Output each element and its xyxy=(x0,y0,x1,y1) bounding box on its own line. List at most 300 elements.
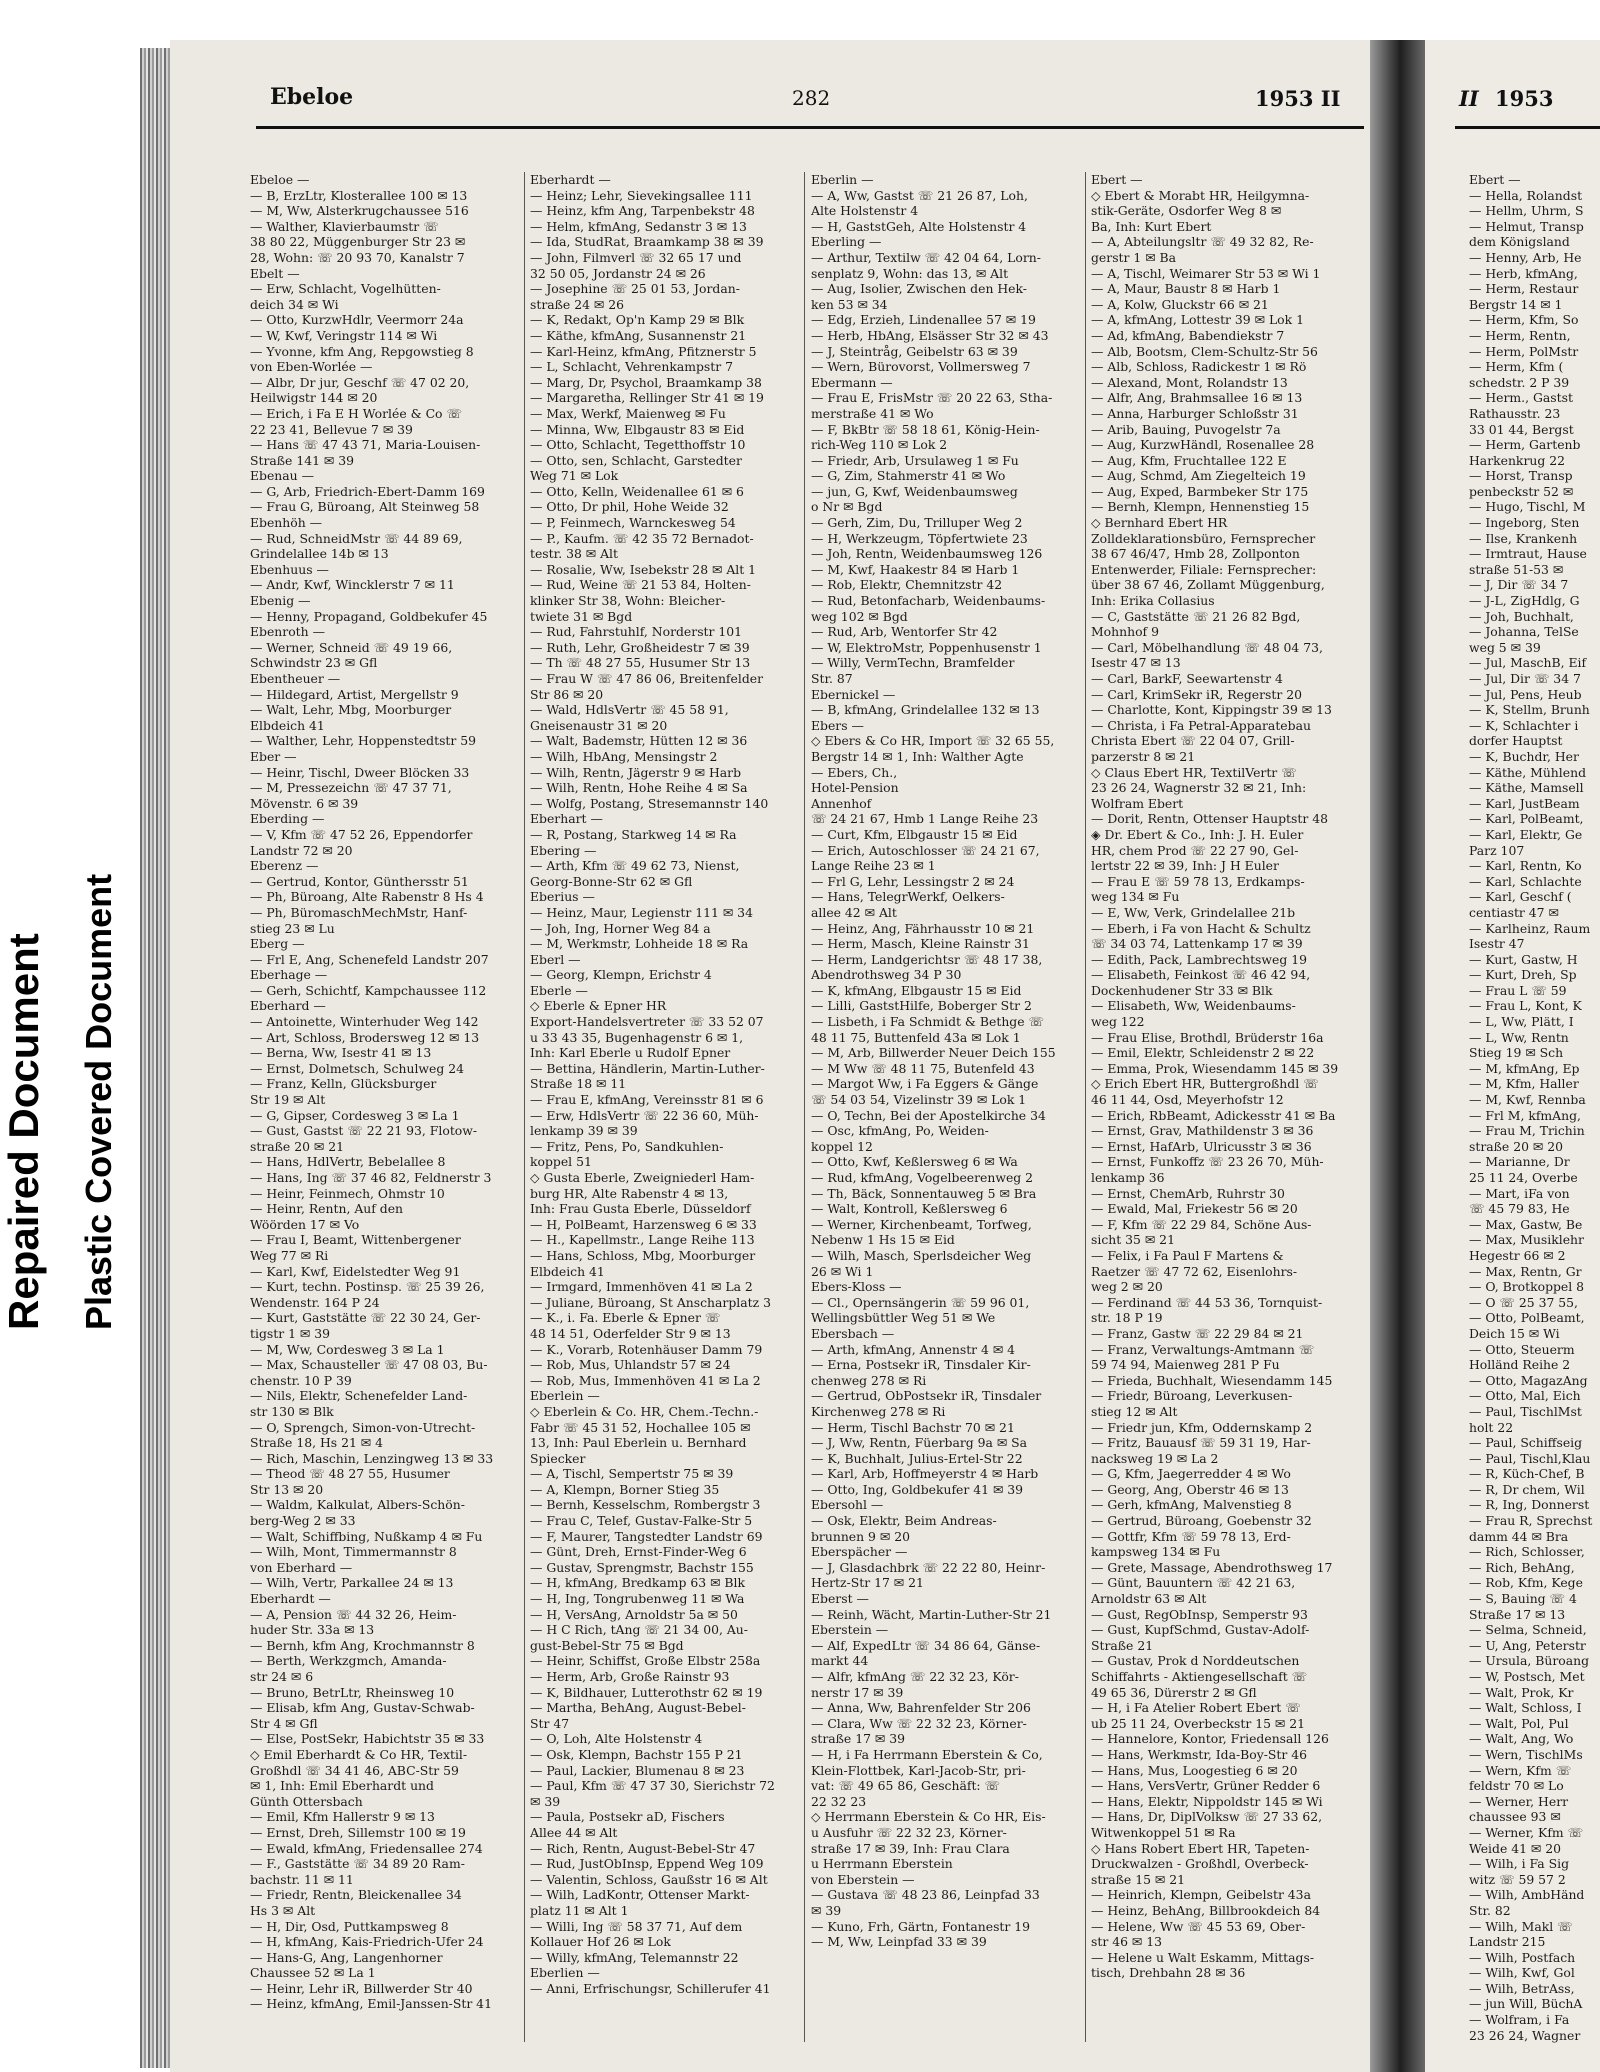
directory-entry: — Rosalie, Ww, Isebekstr 28 ✉ Alt 1 xyxy=(530,561,757,577)
directory-entry: schedstr. 2 P 39 xyxy=(1469,374,1570,390)
directory-entry: — Wilh, Postfach xyxy=(1469,1949,1576,1965)
directory-entry: Eberhard — xyxy=(250,998,326,1014)
directory-entry: — W, ElektroMstr, Poppenhusenstr 1 xyxy=(811,639,1042,655)
running-head-year-volume: 1953 II xyxy=(1255,86,1341,111)
directory-entry: Hegestr 66 ✉ 2 xyxy=(1469,1247,1566,1263)
directory-entry: — Walt, Schloss, I xyxy=(1469,1700,1582,1716)
directory-entry: — Heinz, kfm Ang, Tarpenbekstr 48 xyxy=(530,203,755,219)
directory-entry: — Herm, Kfm, So xyxy=(1469,312,1579,328)
directory-entry: — F., Gaststätte ☏ 34 89 20 Ram- xyxy=(250,1856,465,1872)
page-number: 282 xyxy=(792,86,831,110)
directory-entry: — C, Gaststätte ☏ 21 26 82 Bgd, xyxy=(1091,608,1301,624)
directory-entry: Stieg 19 ✉ Sch xyxy=(1469,1045,1564,1061)
directory-entry: — Margaretha, Rellinger Str 41 ✉ 19 xyxy=(530,390,764,406)
directory-entry: — Werner, Herr xyxy=(1469,1793,1569,1809)
directory-entry: — Gertrud, Kontor, Günthersstr 51 xyxy=(250,873,469,889)
directory-entry: — K, Redakt, Op'n Kamp 29 ✉ Blk xyxy=(530,312,745,328)
directory-entry: — Ernst, ChemArb, Ruhrstr 30 xyxy=(1091,1185,1285,1201)
directory-entry: — Ernst, Grav, Mathildenstr 3 ✉ 36 xyxy=(1091,1123,1314,1139)
book-page-edges xyxy=(140,48,174,2068)
directory-entry: — S, Bauing ☏ 4 xyxy=(1469,1591,1577,1607)
directory-entry: Wolfram Ebert xyxy=(1091,795,1184,811)
directory-entry: — J, Ww, Rentn, Füerbarg 9a ✉ Sa xyxy=(811,1435,1028,1451)
directory-entry: — Else, PostSekr, Habichtstr 35 ✉ 33 xyxy=(250,1731,485,1747)
directory-entry: 59 74 94, Maienweg 281 P Fu xyxy=(1091,1357,1280,1373)
directory-entry: — Otto, sen, Schlacht, Garstedter xyxy=(530,452,742,468)
directory-entry: Weide 41 ✉ 20 xyxy=(1469,1840,1562,1856)
directory-entry: 23 26 24, Wagner xyxy=(1469,2027,1581,2043)
directory-entry: — H, VersAng, Arnoldstr 5a ✉ 50 xyxy=(530,1606,738,1622)
directory-entry: burg HR, Alte Rabenstr 4 ✉ 13, xyxy=(530,1185,729,1201)
directory-entry: — Lilli, GaststHilfe, Boberger Str 2 xyxy=(811,998,1032,1014)
directory-entry: — Wilh, Rentn, Jägerstr 9 ✉ Harb xyxy=(530,764,742,780)
directory-entry: — O, Sprengch, Simon-von-Utrecht- xyxy=(250,1419,476,1435)
directory-entry: — H., Kapellmstr., Lange Reihe 113 xyxy=(530,1232,755,1248)
directory-entry: — Reinh, Wächt, Martin-Luther-Str 21 xyxy=(811,1606,1052,1622)
directory-entry: gust-Bebel-Str 75 ✉ Bgd xyxy=(530,1637,684,1653)
directory-entry: — Antoinette, Winterhuder Weg 142 xyxy=(250,1014,479,1030)
directory-entry: Rathausstr. 23 xyxy=(1469,405,1561,421)
directory-entry: — G, Kfm, Jaegerredder 4 ✉ Wo xyxy=(1091,1466,1291,1482)
directory-entry: — P, Feinmech, Warnckesweg 54 xyxy=(530,515,736,531)
directory-entry: — Kurt, Dreh, Sp xyxy=(1469,967,1577,983)
directory-entry: Ebers — xyxy=(811,717,864,733)
directory-entry: Eberenz — xyxy=(250,858,319,874)
directory-entry: — Gertrud, Büroang, Goebenstr 32 xyxy=(1091,1513,1312,1529)
directory-entry: — Rud, kfmAng, Vogelbeerenweg 2 xyxy=(811,1170,1034,1185)
directory-entry: — Paul, Schiffseig xyxy=(1469,1435,1583,1451)
directory-entry: Weg 77 ✉ Ri xyxy=(250,1247,329,1263)
directory-entry: Eberling — xyxy=(811,234,882,250)
directory-entry: — Carl, KrimSekr iR, Regerstr 20 xyxy=(1091,686,1303,702)
directory-entry: — Juliane, Büroang, St Anscharplatz 3 xyxy=(530,1294,771,1310)
directory-entry: — H, GaststGeh, Alte Holstenstr 4 xyxy=(811,218,1027,234)
directory-entry: — Bernh, kfm Ang, Krochmannstr 8 xyxy=(250,1637,475,1653)
directory-entry: penbeckstr 52 ✉ xyxy=(1469,483,1574,499)
directory-entry: — Frau Elise, Brothdl, Brüderstr 16a xyxy=(1091,1029,1324,1045)
directory-entry: weg 2 ✉ 20 xyxy=(1091,1279,1163,1295)
directory-entry: Eberspächer — xyxy=(811,1544,908,1560)
directory-entry: — Osk, Klempn, Bachstr 155 P 21 xyxy=(530,1746,743,1762)
directory-entry: — Irmgard, Immenhöven 41 ✉ La 2 xyxy=(530,1279,753,1295)
directory-entry: — Wolfg, Postang, Stresemannstr 140 xyxy=(530,795,769,811)
directory-entry: — Werner, Kfm ☏ xyxy=(1469,1824,1584,1840)
directory-entry: Eberhage — xyxy=(250,967,328,983)
directory-entry: — A, Tischl, Sempertstr 75 ✉ 39 xyxy=(530,1466,734,1482)
directory-entry: platz 11 ✉ Alt 1 xyxy=(530,1902,629,1918)
directory-entry: — J, Dir ☏ 34 7 xyxy=(1469,577,1569,593)
directory-entry: — Hellm, Uhrm, S xyxy=(1469,203,1584,219)
directory-entry: — Rud, Fahrstuhlf, Norderstr 101 xyxy=(530,624,743,640)
directory-entry: — Ferdinand ☏ 44 53 36, Tornquist- xyxy=(1091,1294,1323,1310)
directory-entry: — K, Buchdr, Her xyxy=(1469,748,1579,764)
directory-entry: — Rud, SchneidMstr ☏ 44 89 69, xyxy=(250,530,463,546)
directory-entry: Entenwerder, Filiale: Fernsprecher: xyxy=(1091,561,1317,577)
directory-entry: ◇ Hans Robert Ebert HR, Tapeten- xyxy=(1091,1840,1310,1856)
directory-entry: — F, Kfm ☏ 22 29 84, Schöne Aus- xyxy=(1091,1216,1312,1232)
directory-entry: — Gust, RegObInsp, Semperstr 93 xyxy=(1091,1606,1308,1622)
directory-entry: Druckwalzen - Großhdl, Overbeck- xyxy=(1091,1856,1309,1872)
directory-entry: Spiecker xyxy=(530,1450,586,1466)
directory-entry: — Walt, Schiffbing, Nußkamp 4 ✉ Fu xyxy=(250,1528,483,1544)
directory-entry: — Günt, Bauuntern ☏ 42 21 63, xyxy=(1091,1575,1296,1591)
directory-entry: — Wilh, Mont, Timmermannstr 8 xyxy=(250,1544,457,1560)
directory-entry: — Aug, Exped, Barmbeker Str 175 xyxy=(1091,483,1309,499)
directory-entry: — Henny, Arb, He xyxy=(1469,249,1582,265)
directory-entry: weg 5 ✉ 39 xyxy=(1469,639,1541,655)
directory-entry: — Nils, Elektr, Schenefelder Land- xyxy=(250,1388,468,1404)
directory-entry: Eberhardt — xyxy=(530,172,611,187)
directory-entry: — Fritz, Bauausf ☏ 59 31 19, Har- xyxy=(1091,1435,1311,1451)
directory-entry: — Erw, Schlacht, Vogelhütten- xyxy=(250,281,441,297)
directory-entry: — F, Maurer, Tangstedter Landstr 69 xyxy=(530,1528,763,1544)
directory-entry: — Osc, kfmAng, Po, Weiden- xyxy=(811,1123,989,1139)
directory-entry: — Albr, Dr jur, Geschf ☏ 47 02 20, xyxy=(250,374,470,390)
directory-entry: — Wern, Kfm ☏ xyxy=(1469,1762,1572,1778)
directory-entry: ◇ Ebers & Co HR, Import ☏ 32 65 55, xyxy=(811,733,1055,749)
directory-entry: Chaussee 52 ✉ La 1 xyxy=(250,1965,376,1981)
directory-entry: — Eberh, i Fa von Hacht & Schultz xyxy=(1091,920,1311,936)
directory-entry: — Hans, Schloss, Mbg, Moorburger xyxy=(530,1247,756,1263)
directory-entry: weg 122 xyxy=(1091,1014,1145,1030)
directory-entry: ◇ Herrmann Eberstein & Co HR, Eis- xyxy=(811,1809,1046,1825)
directory-entry: — Arth, Kfm ☏ 49 62 73, Nienst, xyxy=(530,858,740,874)
directory-entry: lertstr 22 ✉ 39, Inh: J H Euler xyxy=(1091,858,1279,874)
directory-entry: — R, Dr chem, Wil xyxy=(1469,1481,1585,1497)
directory-entry: — Andr, Kwf, Wincklerstr 7 ✉ 11 xyxy=(250,577,455,593)
directory-entry: — H, kfmAng, Kais-Friedrich-Ufer 24 xyxy=(250,1934,484,1950)
directory-entry: — Th ☏ 48 27 55, Husumer Str 13 xyxy=(530,655,751,671)
directory-entry: — Gustav, Sprengmstr, Bachstr 155 xyxy=(530,1559,754,1575)
directory-entry: — Th, Bäck, Sonnentauweg 5 ✉ Bra xyxy=(811,1185,1037,1201)
directory-entry: straße 24 ✉ 26 xyxy=(530,296,624,312)
directory-entry: — Frau E, kfmAng, Vereinsstr 81 ✉ 6 xyxy=(530,1092,764,1108)
directory-entry: — Walther, Klavierbaumstr ☏ xyxy=(250,218,439,234)
directory-entry: — Gust, Gastst ☏ 22 21 93, Flotow- xyxy=(250,1123,478,1139)
directory-entry: — John, Filmverl ☏ 32 65 17 und xyxy=(530,249,742,265)
directory-entry: Mohnhof 9 xyxy=(1091,624,1159,640)
directory-entry: Str 86 ✉ 20 xyxy=(530,686,604,702)
directory-entry: — K, Stellm, Brunh xyxy=(1469,702,1590,718)
directory-entry: — B, kfmAng, Grindelallee 132 ✉ 13 xyxy=(811,702,1040,718)
directory-entry: Witwenkoppel 51 ✉ Ra xyxy=(1091,1824,1236,1840)
directory-entry: — Käthe, Mamsell xyxy=(1469,780,1584,796)
directory-entry: — Hans, Dr, DiplVolksw ☏ 27 33 62, xyxy=(1091,1809,1323,1825)
directory-entry: Annenhof xyxy=(811,795,872,811)
directory-entry: — Willy, kfmAng, Telemannstr 22 xyxy=(530,1949,739,1965)
directory-entry: — M, Arb, Billwerder Neuer Deich 155 xyxy=(811,1045,1056,1061)
directory-entry: — K., i. Fa. Eberle & Epner ☏ xyxy=(530,1310,721,1326)
directory-entry: — Hans, Werkmstr, Ida-Boy-Str 46 xyxy=(1091,1746,1307,1762)
directory-entry: — Elisab, kfm Ang, Gustav-Schwab- xyxy=(250,1700,475,1716)
directory-entry: Eber — xyxy=(250,748,297,764)
directory-entry: — H, Ing, Tongrubenweg 11 ✉ Wa xyxy=(530,1591,745,1607)
directory-entry: — Jul, MaschB, Eif xyxy=(1469,655,1587,671)
directory-entry: Parz 107 xyxy=(1469,842,1525,858)
directory-entry: — Otto, PolBeamt, xyxy=(1469,1310,1585,1326)
directory-entry: Dockenhudener Str 33 ✉ Blk xyxy=(1091,982,1273,998)
directory-entry: — Otto, Steuerm xyxy=(1469,1341,1575,1357)
directory-entry: Raetzer ☏ 47 72 62, Eisenlohrs- xyxy=(1091,1263,1298,1279)
directory-entry: — Gottfr, Kfm ☏ 59 78 13, Erd- xyxy=(1091,1528,1291,1544)
directory-entry: — Franz, Verwaltungs-Amtmann ☏ xyxy=(1091,1341,1315,1357)
directory-entry: — Herm, Rentn, xyxy=(1469,327,1571,343)
directory-entry: — Herm, Restaur xyxy=(1469,281,1579,297)
directory-entry: — Emil, Elektr, Schleidenstr 2 ✉ 22 xyxy=(1091,1045,1315,1061)
directory-entry: — Walt, Bademstr, Hütten 12 ✉ 36 xyxy=(530,733,748,749)
directory-entry: — Wilh, Makl ☏ xyxy=(1469,1918,1573,1934)
directory-entry: von Eben-Worlée — xyxy=(250,359,373,375)
directory-entry: parzerstr 8 ✉ 21 xyxy=(1091,748,1196,764)
directory-entry: — Osk, Elektr, Beim Andreas- xyxy=(811,1513,997,1529)
directory-entry: — Herm, Gartenb xyxy=(1469,437,1581,453)
directory-entry: — Ingeborg, Sten xyxy=(1469,515,1580,531)
directory-entry: chaussee 93 ✉ xyxy=(1469,1809,1561,1825)
directory-entry: — Cl., Opernsängerin ☏ 59 96 01, xyxy=(811,1294,1030,1310)
directory-entry: — Charlotte, Kont, Kippingstr 39 ✉ 13 xyxy=(1091,702,1332,718)
directory-entry: Harkenkrug 22 xyxy=(1469,452,1565,468)
directory-entry: — Karlheinz, Raum xyxy=(1469,920,1591,936)
directory-entry: allee 42 ✉ Alt xyxy=(811,904,897,920)
directory-entry: — Herm, Arb, Große Rainstr 93 xyxy=(530,1669,730,1684)
directory-entry: — Heinz; Lehr, Sievekingsallee 111 xyxy=(530,187,753,203)
directory-entry: Grindelallee 14b ✉ 13 xyxy=(250,546,389,562)
directory-entry: Str 47 xyxy=(530,1715,570,1731)
directory-entry: — Wilh, Kwf, Gol xyxy=(1469,1965,1575,1981)
directory-entry: — Paul, Kfm ☏ 47 37 30, Sierichstr 72 xyxy=(530,1778,775,1794)
directory-entry: straße 51-53 ✉ xyxy=(1469,561,1564,577)
directory-entry: — Gertrud, ObPostsekr iR, Tinsdaler xyxy=(811,1388,1042,1404)
directory-entry: — Ursula, Büroang xyxy=(1469,1653,1590,1669)
column-divider xyxy=(804,172,805,2042)
directory-entry: tisch, Drehbahn 28 ✉ 36 xyxy=(1091,1965,1246,1981)
directory-entry: 13, Inh: Paul Eberlein u. Bernhard xyxy=(530,1435,747,1451)
directory-entry: 49 65 36, Dürerstr 2 ✉ Gfl xyxy=(1091,1684,1257,1700)
directory-entry: — M, Ww, Alsterkrugchaussee 516 xyxy=(250,203,469,219)
directory-entry: — Alfr, kfmAng ☏ 22 32 23, Kör- xyxy=(811,1669,1019,1684)
directory-entry: — Franz, Kelln, Glücksburger xyxy=(250,1076,437,1092)
directory-entry: — Walt, Lehr, Mbg, Moorburger xyxy=(250,702,452,718)
directory-entry: — Otto, Dr phil, Hohe Weide 32 xyxy=(530,499,729,515)
directory-entry: 28, Wohn: ☏ 20 93 70, Kanalstr 7 xyxy=(250,249,465,265)
directory-entry: — jun, G, Kwf, Weidenbaumsweg xyxy=(811,483,1018,499)
directory-entry: Ebenhöh — xyxy=(250,515,323,531)
directory-entry: — Wilh, BetrAss, xyxy=(1469,1980,1575,1996)
directory-entry: ☏ 24 21 67, Hmb 1 Lange Reihe 23 xyxy=(811,811,1039,827)
directory-entry: Eberius — xyxy=(530,889,595,905)
directory-entry: gerstr 1 ✉ Ba xyxy=(1091,249,1177,265)
directory-entry: — Ilse, Krankenh xyxy=(1469,530,1578,546)
directory-entry: — Wald, HdlsVertr ☏ 45 58 91, xyxy=(530,702,729,718)
directory-entry: über 38 67 46, Zollamt Müggenburg, xyxy=(1091,577,1325,593)
directory-entry: str 46 ✉ 13 xyxy=(1091,1934,1162,1950)
directory-entry: — Grete, Massage, Abendrothsweg 17 xyxy=(1091,1559,1333,1575)
directory-entry: Wöörden 17 ✉ Vo xyxy=(250,1216,360,1232)
directory-entry: — O, Brotkoppel 8 xyxy=(1469,1279,1585,1295)
directory-entry: Alte Holstenstr 4 xyxy=(811,203,919,219)
directory-entry: HR, chem Prod ☏ 22 27 90, Gel- xyxy=(1091,842,1299,858)
directory-entry: — M Ww ☏ 48 11 75, Butenfeld 43 xyxy=(811,1060,1035,1076)
directory-entry: — Käthe, Mühlend xyxy=(1469,764,1586,780)
directory-entry: 26 ✉ Wi 1 xyxy=(811,1263,874,1279)
directory-entry: — Frau M, Trichin xyxy=(1469,1123,1585,1139)
directory-entry: — A, Kolw, Gluckstr 66 ✉ 21 xyxy=(1091,296,1269,312)
directory-entry: Eberlin — xyxy=(811,172,874,187)
directory-entry: str 24 ✉ 6 xyxy=(250,1669,314,1684)
directory-entry: — Wilh, i Fa Sig xyxy=(1469,1856,1569,1872)
directory-entry: — P., Kaufm. ☏ 42 35 72 Bernadot- xyxy=(530,530,754,546)
directory-entry: deich 34 ✉ Wi xyxy=(250,296,339,312)
directory-entry: Christa Ebert ☏ 22 04 07, Grill- xyxy=(1091,733,1295,749)
directory-entry: — Franz, Gastw ☏ 22 29 84 ✉ 21 xyxy=(1091,1325,1304,1341)
directory-entry: — Hans, VersVertr, Grüner Redder 6 xyxy=(1091,1778,1321,1794)
directory-entry: — O, Loh, Alte Holstenstr 4 xyxy=(530,1731,703,1747)
directory-entry: Straße 21 xyxy=(1091,1637,1154,1653)
directory-entry: — Herm, Masch, Kleine Rainstr 31 xyxy=(811,936,1030,952)
directory-entry: u Herrmann Eberstein xyxy=(811,1856,953,1872)
directory-entry: — Berth, Werkzgmch, Amanda- xyxy=(250,1653,447,1669)
directory-entry: twiete 31 ✉ Bgd xyxy=(530,608,633,624)
directory-entry: feldstr 70 ✉ Lo xyxy=(1469,1778,1564,1794)
directory-entry: — Karl, JustBeam xyxy=(1469,795,1580,811)
directory-entry: stik-Geräte, Osdorfer Weg 8 ✉ xyxy=(1091,203,1282,219)
directory-entry: Bergstr 14 ✉ 1, Inh: Walther Agte xyxy=(811,748,1024,764)
directory-entry: — Aug, Schmd, Am Ziegelteich 19 xyxy=(1091,468,1306,484)
directory-entry: — Paula, Postsekr aD, Fischers xyxy=(530,1809,725,1825)
directory-entry: Eberst — xyxy=(811,1591,869,1607)
directory-entry: — V, Kfm ☏ 47 52 26, Eppendorfer xyxy=(250,826,473,842)
directory-entry: — Carl, Möbelhandlung ☏ 48 04 73, xyxy=(1091,639,1323,655)
directory-entry: — Gerh, Zim, Du, Trilluper Weg 2 xyxy=(811,515,1023,531)
directory-entry: — Gustava ☏ 48 23 86, Leinpfad 33 xyxy=(811,1887,1040,1903)
directory-entry: Ebenig — xyxy=(250,593,311,609)
directory-entry: ✉ 39 xyxy=(811,1902,842,1918)
directory-entry: — H, kfmAng, Bredkamp 63 ✉ Blk xyxy=(530,1575,746,1591)
directory-entry: — jun Will, BüchA xyxy=(1469,1996,1583,2012)
directory-entry: von Eberhard — xyxy=(250,1559,353,1575)
directory-entry: — M, Kfm, Haller xyxy=(1469,1076,1579,1092)
directory-entry: — L, Ww, Rentn xyxy=(1469,1029,1569,1045)
directory-entry: 23 26 24, Wagnerstr 32 ✉ 21, Inh: xyxy=(1091,780,1307,796)
directory-entry: — Herm, Kfm ( xyxy=(1469,359,1564,375)
directory-entry: — Friedr, Rentn, Bleickenallee 34 xyxy=(250,1887,462,1903)
directory-entry: Kirchenweg 278 ✉ Ri xyxy=(811,1403,946,1419)
directory-entry: Str. 87 xyxy=(811,671,853,686)
directory-entry: Landstr 72 ✉ 20 xyxy=(250,842,353,858)
directory-entry: — A, Ww, Gastst ☏ 21 26 87, Loh, xyxy=(811,187,1028,203)
directory-entry: Eberlien — xyxy=(530,1965,600,1981)
directory-entry: — Kuno, Frh, Gärtn, Fontanestr 19 xyxy=(811,1918,1031,1934)
directory-entry: — Karl-Heinz, kfmAng, Pfitznerstr 5 xyxy=(530,343,757,359)
directory-entry: — Otto, Kwf, Keßlersweg 6 ✉ Wa xyxy=(811,1154,1018,1170)
directory-entry: — E, Ww, Verk, Grindelallee 21b xyxy=(1091,904,1296,920)
directory-entry: — Karl, Geschf ( xyxy=(1469,889,1572,905)
directory-entry: Deich 15 ✉ Wi xyxy=(1469,1325,1560,1341)
directory-entry: — Walt, Prok, Kr xyxy=(1469,1684,1574,1700)
directory-entry: — Herb, HbAng, Elsässer Str 32 ✉ 43 xyxy=(811,327,1049,343)
directory-entry: senplatz 9, Wohn: das 13, ✉ Alt xyxy=(811,265,1009,281)
directory-entry: — Ernst, Funkoffz ☏ 23 26 70, Müh- xyxy=(1091,1154,1324,1170)
directory-entry: — Gerh, kfmAng, Malvenstieg 8 xyxy=(1091,1497,1292,1513)
directory-entry: Inh: Frau Gusta Eberle, Düsseldorf xyxy=(530,1201,751,1217)
directory-entry: — Rud, Arb, Wentorfer Str 42 xyxy=(811,624,998,640)
directory-entry: — Frl E, Ang, Schenefeld Landstr 207 xyxy=(250,951,489,967)
directory-entry: — Hans-G, Ang, Langenhorner xyxy=(250,1949,443,1965)
directory-entry: Mövenstr. 6 ✉ 39 xyxy=(250,795,359,811)
directory-entry: — Ida, StudRat, Braamkamp 38 ✉ 39 xyxy=(530,234,764,250)
directory-entry: — Christa, i Fa Petral-Apparatebau xyxy=(1091,717,1311,733)
directory-entry: — Alf, ExpedLtr ☏ 34 86 64, Gänse- xyxy=(811,1637,1041,1653)
directory-entry: — Bettina, Händlerin, Martin-Luther- xyxy=(530,1060,765,1076)
directory-entry: Ebenau — xyxy=(250,468,314,484)
directory-entry: Eberding — xyxy=(250,811,325,827)
directory-entry: — Marg, Dr, Psychol, Braamkamp 38 xyxy=(530,374,762,390)
directory-entry: — Wern, TischlMs xyxy=(1469,1746,1583,1762)
directory-entry: — Herm, PolMstr xyxy=(1469,343,1579,359)
directory-entry: — Joh, Ing, Horner Weg 84 a xyxy=(530,920,711,936)
directory-entry: Heilwigstr 144 ✉ 20 xyxy=(250,390,378,406)
directory-entry: lenkamp 39 ✉ 39 xyxy=(530,1123,638,1139)
next-page-header-rule xyxy=(1455,126,1600,129)
directory-entry: — F, BkBtr ☏ 58 18 61, König-Hein- xyxy=(811,421,1040,437)
directory-entry: — M, Ww, Cordesweg 3 ✉ La 1 xyxy=(250,1341,445,1357)
directory-entry: tigstr 1 ✉ 39 xyxy=(250,1325,330,1341)
directory-entry: holt 22 xyxy=(1469,1419,1514,1435)
directory-entry: von Eberstein — xyxy=(811,1871,915,1887)
directory-entry: — A, Klempn, Borner Stieg 35 xyxy=(530,1481,720,1497)
directory-entry: — H, i Fa Atelier Robert Ebert ☏ xyxy=(1091,1700,1301,1716)
directory-entry: — A, Maur, Baustr 8 ✉ Harb 1 xyxy=(1091,281,1281,297)
directory-entry: 33 01 44, Bergst xyxy=(1469,421,1574,437)
directory-entry: Str 13 ✉ 20 xyxy=(250,1481,324,1497)
directory-entry: — Heinz, Maur, Legienstr 111 ✉ 34 xyxy=(530,904,753,920)
directory-entry: straße 15 ✉ 21 xyxy=(1091,1871,1185,1887)
directory-entry: — Ph, BüromaschMechMstr, Hanf- xyxy=(250,904,468,920)
directory-entry: 25 11 24, Overbe xyxy=(1469,1170,1578,1185)
directory-entry: — Alb, Bootsm, Clem-Schultz-Str 56 xyxy=(1091,343,1318,359)
directory-entry: — R, Postang, Starkweg 14 ✉ Ra xyxy=(530,826,737,842)
directory-entry: — Minna, Ww, Elbgaustr 83 ✉ Eid xyxy=(530,421,745,437)
directory-entry: — H, PolBeamt, Harzensweg 6 ✉ 33 xyxy=(530,1216,757,1232)
directory-entry: — Paul, TischlMst xyxy=(1469,1403,1582,1419)
directory-entry: Ebert — xyxy=(1091,172,1143,187)
directory-entry: — Anna, Ww, Bahrenfelder Str 206 xyxy=(811,1700,1031,1716)
directory-entry: Straße 18 ✉ 11 xyxy=(530,1076,627,1092)
directory-entry: Str. 82 xyxy=(1469,1902,1511,1918)
directory-entry: — J-L, ZigHdlg, G xyxy=(1469,593,1580,609)
directory-entry: — Helene, Ww ☏ 45 53 69, Ober- xyxy=(1091,1918,1306,1934)
directory-entry: Wendenstr. 164 P 24 xyxy=(250,1294,380,1310)
directory-entry: — Frl G, Lehr, Lessingstr 2 ✉ 24 xyxy=(811,873,1015,889)
directory-entry: — Erna, Postsekr iR, Tinsdaler Kir- xyxy=(811,1357,1031,1373)
directory-entry: — Max, Werkf, Maienweg ✉ Fu xyxy=(530,405,726,421)
column-divider xyxy=(524,172,525,2042)
directory-entry: Straße 17 ✉ 13 xyxy=(1469,1606,1566,1622)
directory-entry: — Aug, Isolier, Zwischen den Hek- xyxy=(811,281,1027,297)
directory-entry: — Ad, kfmAng, Babendiekstr 7 xyxy=(1091,327,1285,343)
directory-entry: — Willy, VermTechn, Bramfelder xyxy=(811,655,1015,671)
directory-entry: — Georg, Ang, Oberstr 46 ✉ 13 xyxy=(1091,1481,1289,1497)
directory-entry: — Hugo, Tischl, M xyxy=(1469,499,1586,515)
directory-entry: witz ☏ 59 57 2 xyxy=(1469,1871,1566,1887)
directory-entry: Isestr 47 xyxy=(1469,936,1525,952)
directory-entry: — Herm, Landgerichtsr ☏ 48 17 38, xyxy=(811,951,1043,967)
directory-entry: — Rich, BehAng, xyxy=(1469,1559,1575,1575)
side-label-plastic: Plastic Covered Document xyxy=(78,873,119,1330)
directory-entry: — Josephine ☏ 25 01 53, Jordan- xyxy=(530,281,740,297)
directory-entry: — Anna, Harburger Schloßstr 31 xyxy=(1091,405,1299,421)
directory-entry: — Friedr jun, Kfm, Oddernskamp 2 xyxy=(1091,1419,1313,1435)
